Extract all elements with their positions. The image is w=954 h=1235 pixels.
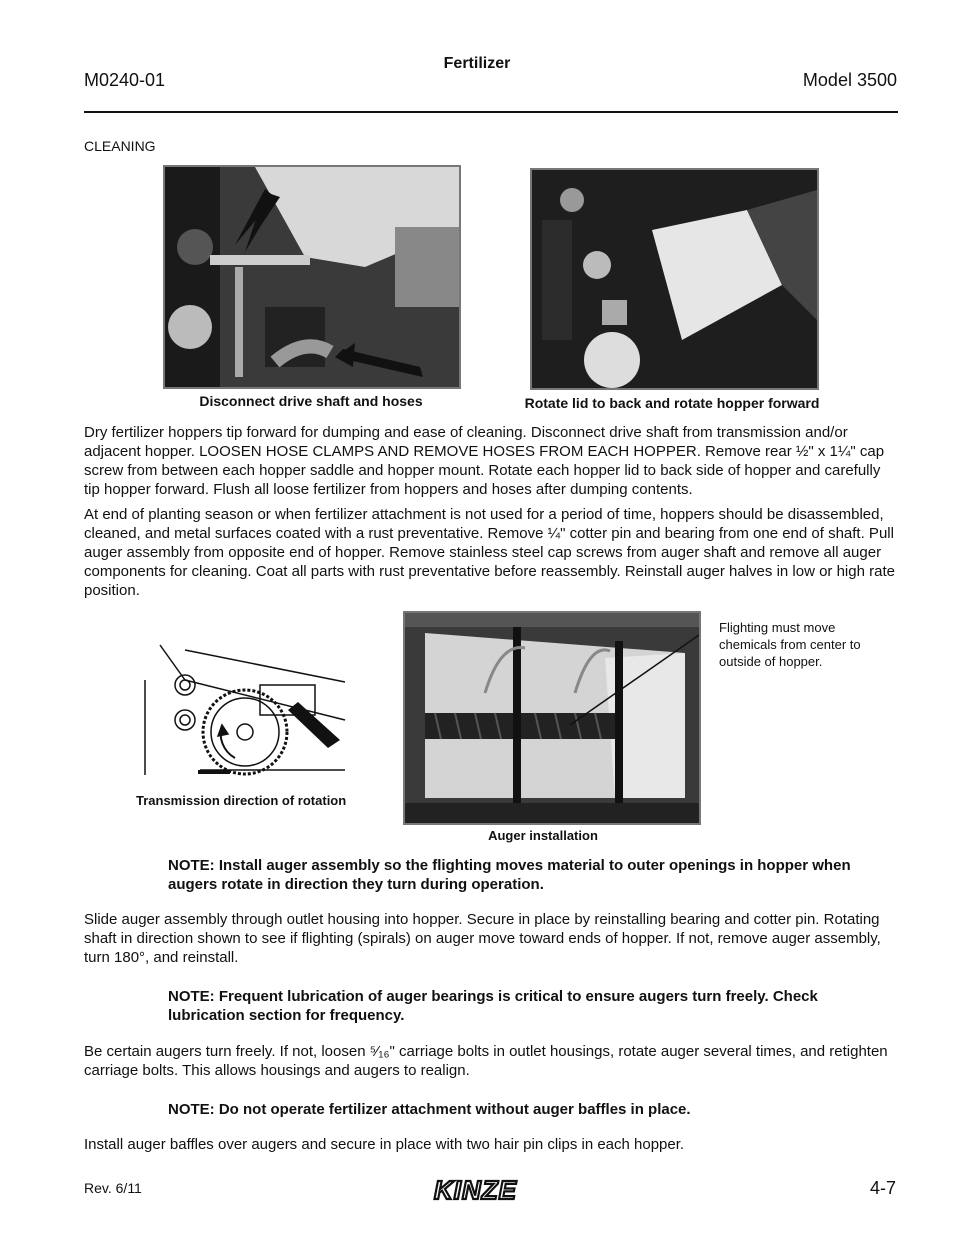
note-lubrication: NOTE: Frequent lubrication of auger bearings is critical to ensure augers turn freely. Check lubrication section for frequency.	[168, 988, 818, 1024]
svg-text:KINZE: KINZE	[434, 1176, 517, 1204]
photo-caption-drive-shaft: Disconnect drive shaft and hoses	[199, 393, 423, 409]
transmission-diagram	[140, 640, 352, 782]
diagram-caption: Transmission direction of rotation	[136, 793, 347, 808]
photo-drive-shaft	[163, 165, 461, 389]
revision-label: Rev. 6/11	[84, 1180, 142, 1196]
kinze-logo	[430, 1176, 550, 1209]
section-heading: CLEANING	[84, 138, 156, 154]
page-number: 4-7	[869, 1178, 896, 1198]
note-auger-assembly: NOTE: Install auger assembly so the flighting moves material to outer openings in hopper when augers rotate in direction they turn during operation.	[168, 857, 851, 893]
photo-auger-installation	[403, 611, 701, 825]
paragraph-disassembly: At end of planting season or when fertilizer attachment is not used for a period of time, hoppers should be disassembled, cleaned, and metal surfaces coated with a rust preventative. Remove ¼" cotter pin and bearing from one end of shaft. Pull auger assembly from opposite end of hopper. Remove stainless steel cap screws from auger shaft and remove all auger components for cleaning. Coat all parts with rust preventative before reassembly. Reinstall auger halves in low or high rate position.	[84, 506, 895, 599]
paragraph-install-baffles: Install auger baffles over augers and secure in place with two hair pin clips in each hopper.	[84, 1136, 685, 1153]
header-rule	[84, 111, 898, 113]
paragraph-augers-turn: Be certain augers turn freely. If not, loosen ⁵⁄₁₆" carriage bolts in outlet housings, rotate auger several times, and retighten carriage bolts. This allows housings and augers to realign.	[84, 1043, 888, 1079]
auger-callout: Flighting must move chemicals from center to outside of hopper.	[719, 620, 861, 669]
photo-caption-hopper-forward: Rotate lid to back and rotate hopper forward	[524, 395, 820, 411]
auger-caption: Auger installation	[488, 828, 598, 843]
paragraph-slide-auger: Slide auger assembly through outlet housing into hopper. Secure in place by reinstalling bearing and cotter pin. Rotating shaft in direction shown to see if flighting (spirals) on auger move toward ends of hopper. If not, remove auger assembly, turn 180°, and reinstall.	[84, 911, 881, 966]
model-name: Model 3500	[802, 70, 897, 90]
photo-hopper-forward	[530, 168, 819, 390]
document-id: M0240-01	[84, 70, 166, 90]
paragraph-dumping: Dry fertilizer hoppers tip forward for dumping and ease of cleaning. Disconnect drive shaft from transmission and/or adjacent hopper. LOOSEN HOSE CLAMPS AND REMOVE HOSES FROM EACH HOPPER. Remove rear ½" x 1¼" cap screw from between each hopper saddle and hopper mount. Rotate each hopper lid to back side of hopper and carefully tip hopper forward. Flush all loose fertilizer from hoppers and hoses after dumping contents.	[84, 424, 885, 498]
note-baffles: NOTE: Do not operate fertilizer attachment without auger baffles in place.	[168, 1101, 691, 1118]
section-title: Fertilizer	[443, 55, 511, 72]
